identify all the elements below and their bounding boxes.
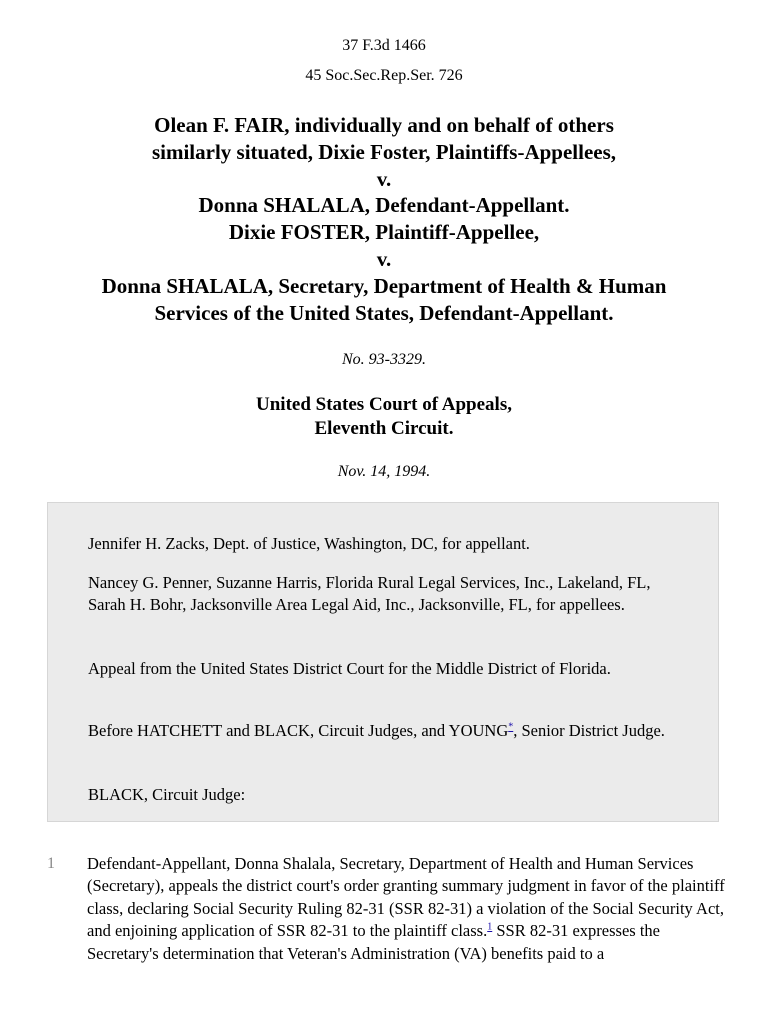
footnote-link-star[interactable]: * — [508, 721, 514, 733]
caption-line: Dixie FOSTER, Plaintiff-Appellee, — [228, 220, 540, 245]
court-line-1: United States Court of Appeals, — [256, 394, 512, 415]
case-caption — [20, 112, 748, 326]
opinion-author: BLACK, Circuit Judge: — [88, 785, 246, 804]
caption-line: v. — [376, 246, 392, 271]
opinion-paragraph — [87, 853, 727, 965]
caption-line: Olean F. FAIR, individually and on behalf of others — [154, 113, 614, 137]
paragraph-text: Defendant-Appellant, Donna Shalala, Secretary, Department of Health and Human Services (Secretary), appeals the district court's order granting summary judgment in favor of the plaintiff class, declaring Social Security Ruling 82-31 (SSR 82-31) a violation of the Social Security Act, and enjoining application of SSR 82-31 to the plaintiff class. — [87, 854, 725, 941]
docket-number: No. 93-3329. — [342, 351, 426, 368]
caption-line: similarly situated, Dixie Foster, Plaintiffs-Appellees, — [151, 139, 617, 164]
paragraph-number: 1 — [47, 855, 55, 872]
appellant-counsel: Jennifer H. Zacks, Dept. of Justice, Washington, DC, for appellant. — [88, 534, 530, 553]
caption-line: Donna SHALALA, Defendant-Appellant. — [198, 193, 570, 218]
caption-line: Donna SHALALA, Secretary, Department of Health & Human — [101, 273, 667, 298]
caption-line: Services of the United States, Defendant-Appellant. — [154, 300, 614, 325]
court-name — [0, 393, 768, 441]
appeal-origin: Appeal from the United States District Court for the Middle District of Florida. — [88, 659, 611, 678]
secondary-citation: 45 Soc.Sec.Rep.Ser. 726 — [305, 67, 463, 84]
caption-line: v. — [376, 166, 392, 191]
appellees-counsel: Nancey G. Penner, Suzanne Harris, Florida Rural Legal Services, Inc., Lakeland, FL, Sarah H. Bohr, Jacksonville Area Legal Aid, Inc., Jacksonville, FL, for appellees. — [88, 573, 651, 614]
reporter-citation: 37 F.3d 1466 — [342, 37, 426, 54]
panel-text-after: , Senior District Judge. — [513, 721, 665, 740]
paragraph-text-continued: SSR 82-31 expresses the Secretary's determination that Veteran's Administration (VA) benefits paid to a — [87, 921, 660, 963]
panel-judges — [88, 720, 688, 742]
footnote-link-1[interactable]: 1 — [487, 921, 493, 933]
court-line-2: Eleventh Circuit. — [314, 418, 454, 439]
panel-text: Before HATCHETT and BLACK, Circuit Judges, and YOUNG — [88, 721, 509, 740]
decision-date: Nov. 14, 1994. — [337, 463, 431, 480]
counsel-panel — [47, 502, 719, 822]
